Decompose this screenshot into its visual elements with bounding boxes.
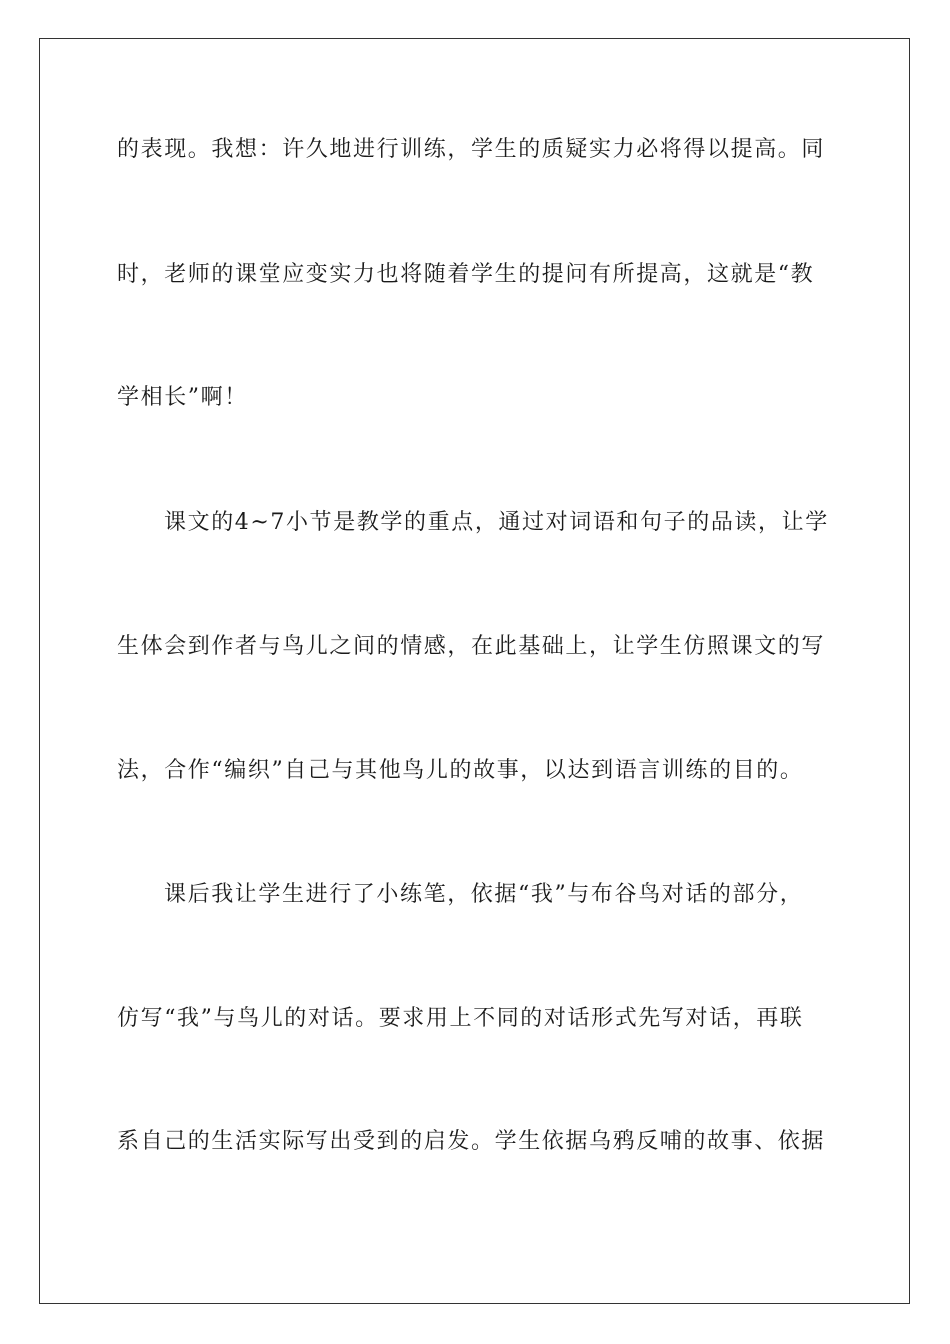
paragraph-start-line: 课后我让学生进行了小练笔，依据“我”与布谷鸟对话的部分，	[164, 882, 804, 907]
body-text-line: 仿写“我”与鸟儿的对话。要求用上不同的对话形式先写对话，再联	[117, 1006, 804, 1031]
body-text-line: 时，老师的课堂应变实力也将随着学生的提问有所提高，这就是“教	[117, 262, 815, 287]
body-text-line: 系自己的生活实际写出受到的启发。学生依据乌鸦反哺的故事、依据	[117, 1129, 826, 1154]
paragraph-start-line: 课文的4~7小节是教学的重点，通过对词语和句子的品读，让学	[164, 510, 829, 535]
body-text-line: 生体会到作者与鸟儿之间的情感，在此基础上，让学生仿照课文的写	[117, 634, 826, 659]
body-text-line: 学相长”啊！	[117, 385, 248, 410]
page-border	[39, 38, 910, 1304]
body-text-line: 法，合作“编织”自己与其他鸟儿的故事，以达到语言训练的目的。	[117, 758, 804, 783]
body-text-line: 的表现。我想：许久地进行训练，学生的质疑实力必将得以提高。同	[117, 137, 826, 162]
